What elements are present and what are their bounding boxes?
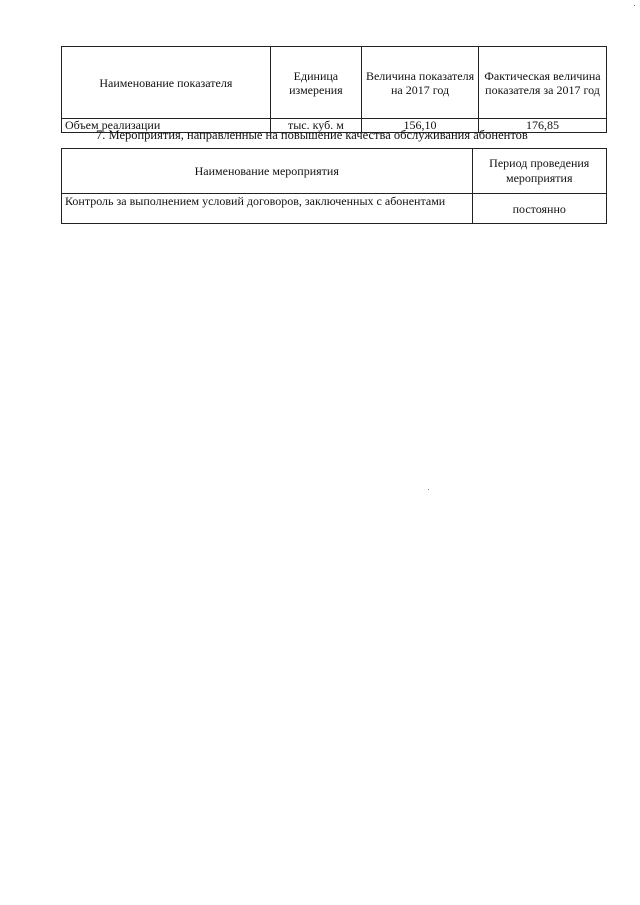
cell-unit: тыс. куб. м [270, 119, 361, 133]
header-unit: Единица измерения [270, 47, 361, 119]
measures-table [61, 148, 607, 224]
cell-indicator-name: Объем реализации [62, 119, 271, 133]
section-heading: 7. Мероприятия, направленные на повышение качества обслуживания абонентов [96, 128, 528, 142]
indicators-table [61, 46, 607, 133]
header-period: Период проведения мероприятия [472, 149, 607, 194]
table-row [62, 194, 607, 224]
scan-speck [428, 489, 429, 490]
header-indicator-name: Наименование показателя [62, 47, 271, 119]
scan-speck [634, 5, 635, 6]
cell-period: постоянно [472, 194, 607, 224]
header-planned-value: Величина показателя на 2017 год [362, 47, 479, 119]
cell-actual-value: 176,85 [479, 119, 607, 133]
cell-planned-value: 156,10 [362, 119, 479, 133]
header-actual-value: Фактическая величина показателя за 2017 год [479, 47, 607, 119]
cell-measure-name: Контроль за выполнением условий договоров, заключенных с абонентами [62, 194, 473, 224]
header-measure-name: Наименование мероприятия [62, 149, 473, 194]
table-header-row [62, 47, 607, 119]
table-header-row [62, 149, 607, 194]
